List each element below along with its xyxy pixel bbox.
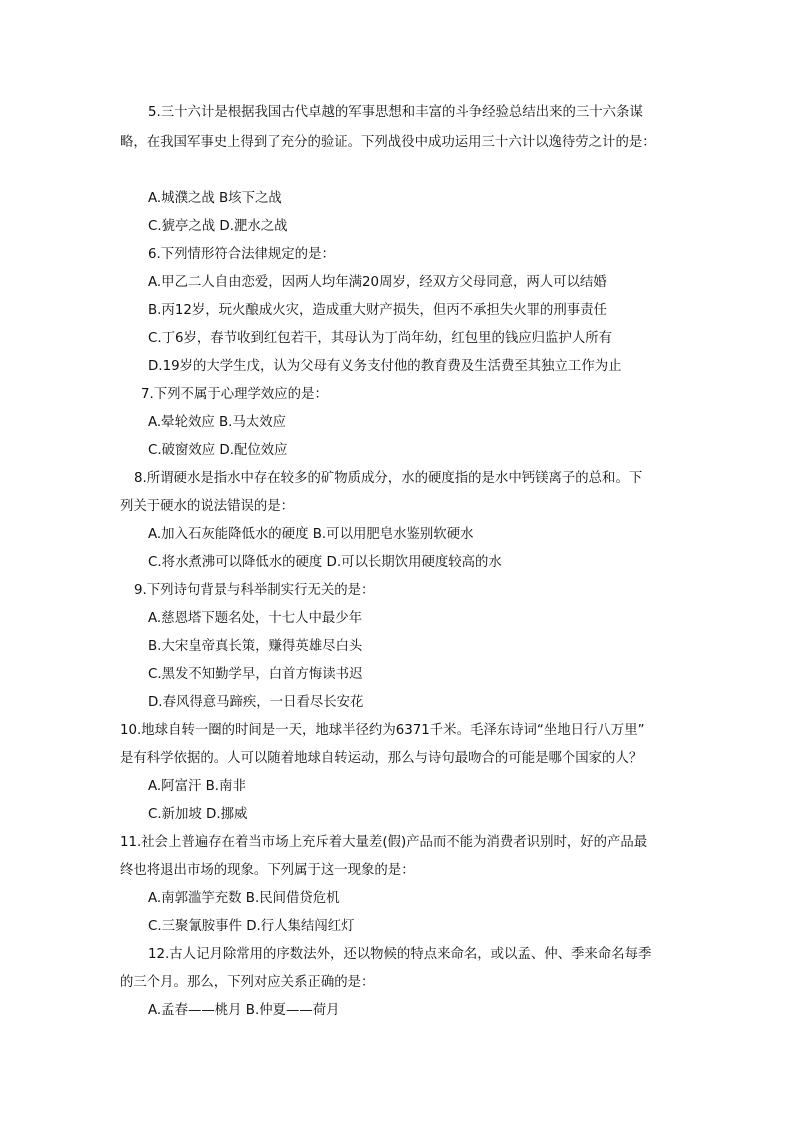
question-11-option-cd: C.三聚氰胺事件 D.行人集结闯红灯 [148, 919, 355, 934]
question-8-stem-line-1: 8.所谓硬水是指水中存在较多的矿物质成分，水的硬度指的是水中钙镁离子的总和。下 [134, 471, 643, 486]
question-5-stem-line-1: 5.三十六计是根据我国古代卓越的军事思想和丰富的斗争经验总结出来的三十六条谋 [148, 105, 643, 120]
question-5-stem-line-2: 略，在我国军事史上得到了充分的验证。下列战役中成功运用三十六计以逸待劳之计的是： [120, 135, 656, 150]
question-8-option-ab: A.加入石灰能降低水的硬度 B.可以用肥皂水鉴别软硬水 [148, 527, 474, 542]
question-12-stem-line-1: 12.古人记月除常用的序数法外，还以物候的特点来命名，或以孟、仲、季来命名每季 [148, 947, 652, 962]
question-6-option-a: A.甲乙二人自由恋爱，因两人均年满20周岁，经双方父母同意，两人可以结婚 [148, 275, 607, 290]
question-5-option-ab: A.城濮之战 B垓下之战 [148, 191, 282, 206]
question-9-option-a: A.慈恩塔下题名处，十七人中最少年 [148, 611, 363, 626]
question-5-option-cd: C.猇亭之战 D.淝水之战 [148, 219, 288, 234]
question-6-option-b: B.丙12岁，玩火酿成火灾，造成重大财产损失，但丙不承担失火罪的刑事责任 [148, 303, 607, 318]
question-7-option-ab: A.晕轮效应 B.马太效应 [148, 415, 287, 430]
question-6-stem: 6.下列情形符合法律规定的是： [148, 247, 335, 262]
question-10-option-cd: C.新加坡 D.挪威 [148, 807, 248, 822]
question-9-option-c: C.黑发不知勤学早，白首方悔读书迟 [148, 667, 363, 682]
question-9-option-b: B.大宋皇帝真长策，赚得英雄尽白头 [148, 639, 363, 654]
question-9-stem: 9.下列诗句背景与科举制实行无关的是： [134, 583, 375, 598]
question-8-stem-line-2: 列关于硬水的说法错误的是： [120, 499, 295, 514]
question-8-option-cd: C.将水煮沸可以降低水的硬度 D.可以长期饮用硬度较高的水 [148, 555, 502, 570]
question-10-stem-line-1: 10.地球自转一圈的时间是一天，地球半径约为6371千米。毛泽东诗词“坐地日行八万里” [120, 723, 645, 738]
question-11-option-ab: A.南郭滥竽充数 B.民间借贷危机 [148, 891, 340, 906]
question-10-stem-line-2: 是有科学依据的。人可以随着地球自转运动，那么与诗句最吻合的可能是哪个国家的人？ [120, 751, 643, 766]
question-7-option-cd: C.破窗效应 D.配位效应 [148, 443, 288, 458]
question-7-stem: 7.下列不属于心理学效应的是： [141, 387, 328, 402]
question-12-option-ab: A.孟春——桃月 B.仲夏——荷月 [148, 1003, 340, 1018]
question-11-stem-line-1: 11.社会上普遍存在着当市场上充斥着大量差(假)产品而不能为消费者识别时，好的产品最 [120, 835, 648, 850]
question-6-option-c: C.丁6岁，春节收到红包若干，其母认为丁尚年幼，红包里的钱应归监护人所有 [148, 331, 613, 346]
question-6-option-d: D.19岁的大学生戊，认为父母有义务支付他的教育费及生活费至其独立工作为止 [148, 359, 622, 374]
question-12-stem-line-2: 的三个月。那么，下列对应关系正确的是： [120, 975, 375, 990]
question-9-option-d: D.春风得意马蹄疾，一日看尽长安花 [148, 695, 364, 710]
question-11-stem-line-2: 终也将退出市场的现象。下列属于这一现象的是： [120, 863, 415, 878]
question-10-option-ab: A.阿富汗 B.南非 [148, 779, 246, 794]
